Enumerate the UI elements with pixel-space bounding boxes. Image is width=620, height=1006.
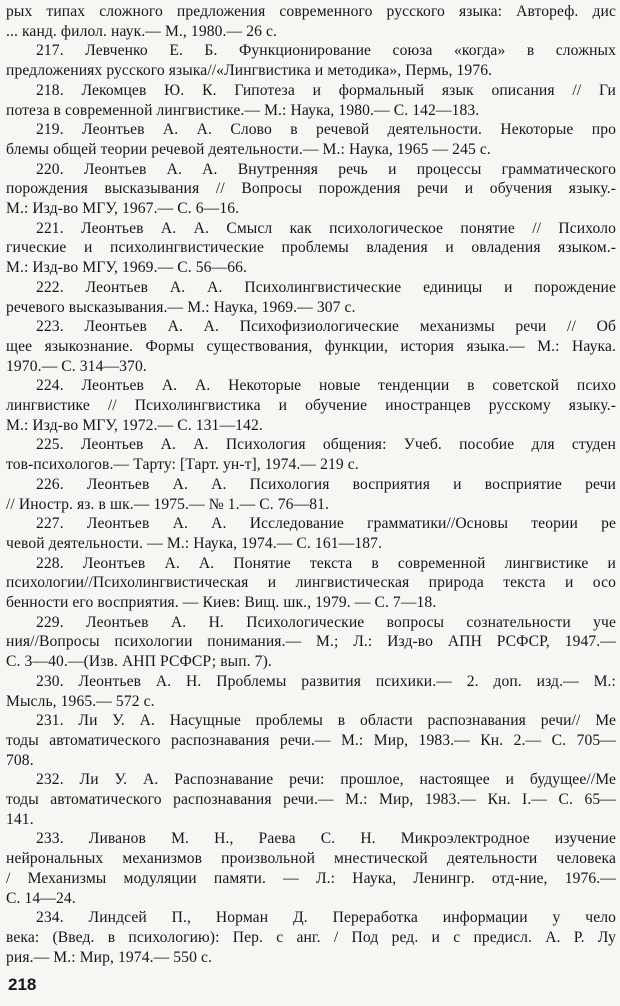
entry-first-line: 225. Леонтьев А. А. Психология общения: Учеб. пособие для студен [36,436,616,454]
entry-line: бенности его восприятия. — Киев: Вищ. шк., 1979. — С. 7—18. [6,594,437,611]
entry-line: блемы общей теории речевой деятельности.— М.: Наука, 1965 — 245 с. [6,140,491,158]
entry-first-line: 218. Лекомцев Ю. К. Гипотеза и формальный язык описания // Ги [36,81,616,99]
entry-line: ... канд. филол. наук.— М., 1980.— 26 с. [6,22,278,40]
entry-line: потеза в современной лингвистике.— М.: Наука, 1980.— С. 142—183. [6,101,480,119]
entry-first-line: 222. Леонтьев А. А. Психолингвистические единицы и порождение [36,278,616,296]
entry-first-line: 217. Левченко Е. Б. Функционирование союза «когда» в сложных [36,42,616,60]
entry-first-line: 221. Леонтьев А. А. Смысл как психологическое понятие // Психоло [36,219,616,237]
entry-line: ния//Вопросы психологии понимания.— М.; Л.: Изд-во АПН РСФСР, 1947.— [6,633,616,651]
entry-line: Мысль, 1965.— 572 с. [6,692,155,710]
entry-first-line: 233. Ливанов М. Н., Раева С. Н. Микроэлектродное изучение [36,830,616,848]
entry-line: психологии//Психолингвистическая и лингвистическая природа текста и осо [6,574,616,592]
entry-line: нейрональных механизмов произвольной мнестической деятельности человека [6,850,616,868]
entry-first-line: 224. Леонтьев А. А. Некоторые новые тенденции в советской психо [36,377,616,395]
entry-first-line: 228. Леонтьев А. А. Понятие текста в современной лингвистике и [36,554,616,572]
entry-line: 1970.— С. 314—370. [6,357,147,375]
entry-first-line: 219. Леонтьев А. А. Слово в речевой деятельности. Некоторые про [36,121,616,139]
entry-line: тов-психологов.— Тарту: [Тарт. ун-т], 1974.— 219 с. [6,456,359,474]
entry-first-line: 234. Линдсей П., Норман Д. Переработка информации у чело [36,909,616,927]
entry-line: чевой деятельности. — М.: Наука, 1974.— С. 161—187. [6,534,383,552]
entry-first-line: 231. Ли У. А. Насущные проблемы в области распознавания речи// Ме [36,712,616,730]
entry-line: / Механизмы модуляции памяти. — Л.: Наука, Ленингр. отд-ние, 1976.— [6,869,616,887]
entry-line: тоды автоматического распознавания речи.— М.: Мир, 1983.— Кн. I.— С. 65— [6,791,616,808]
entry-line: гические и психолингвистические проблемы владения и овладения языком.- [6,239,616,257]
entry-line: С. 14—24. [6,889,76,907]
entry-line: М.: Изд-во МГУ, 1967.— С. 6—16. [6,200,240,217]
entry-line: века: (Введ. в психологию): Пер. с анг. / Под ред. и с предисл. А. Р. Лу [6,928,616,946]
entry-first-line: 229. Леонтьев А. Н. Психологические вопросы сознательности уче [36,613,616,631]
entry-first-line: 226. Леонтьев А. А. Психология восприятия и восприятие речи [36,475,616,493]
entry-line: М.: Изд-во МГУ, 1969.— С. 56—66. [6,259,248,277]
entry-line: лингвистике // Психолингвистика и обучение иностранцев русскому языку.- [6,397,616,414]
entry-line: 141. [6,810,34,828]
entry-line: щее языкознание. Формы существования, функции, история языка.— М.: Наука. [6,337,616,355]
entry-line: С. 3—40.—(Изв. АНП РСФСР; вып. 7). [6,653,272,671]
entry-line: рых типах сложного предложения современного русского языка: Автореф. дис [6,3,616,20]
entry-first-line: 220. Леонтьев А. А. Внутренняя речь и процессы грамматического [36,160,616,178]
page-number: 218 [8,975,37,994]
entry-first-line: 223. Леонтьев А. А. Психофизиологические механизмы речи // Об [36,318,616,336]
entry-line: // Иностр. яз. в шк.— 1975.— № 1.— С. 76—81. [6,495,330,513]
entry-first-line: 232. Ли У. А. Распознавание речи: прошлое, настоящее и будущее//Ме [36,771,616,789]
entry-first-line: 227. Леонтьев А. А. Исследование грамматики//Основы теории ре [36,515,616,533]
entry-line: тоды автоматического распознавания речи.— М.: Мир, 1983.— Кн. 2.— С. 705— [6,731,616,749]
entry-line: речевого высказывания.— М.: Наука, 1969.— 307 с. [6,298,356,316]
entry-line: 708. [6,751,34,769]
entry-first-line: 230. Леонтьев А. Н. Проблемы развития психики.— 2. доп. изд.— М.: [36,672,616,690]
bibliography-page [6,0,618,1006]
entry-line: рия.— М.: Мир, 1974.— 550 с. [6,948,212,966]
entry-line: предложениях русского языка//«Лингвистика и методика», Пермь, 1976. [6,62,493,80]
entry-line: порождения высказывания // Вопросы порождения речи и обучения языку.- [6,180,616,198]
entry-line: М.: Изд-во МГУ, 1972.— С. 131—142. [6,416,263,434]
